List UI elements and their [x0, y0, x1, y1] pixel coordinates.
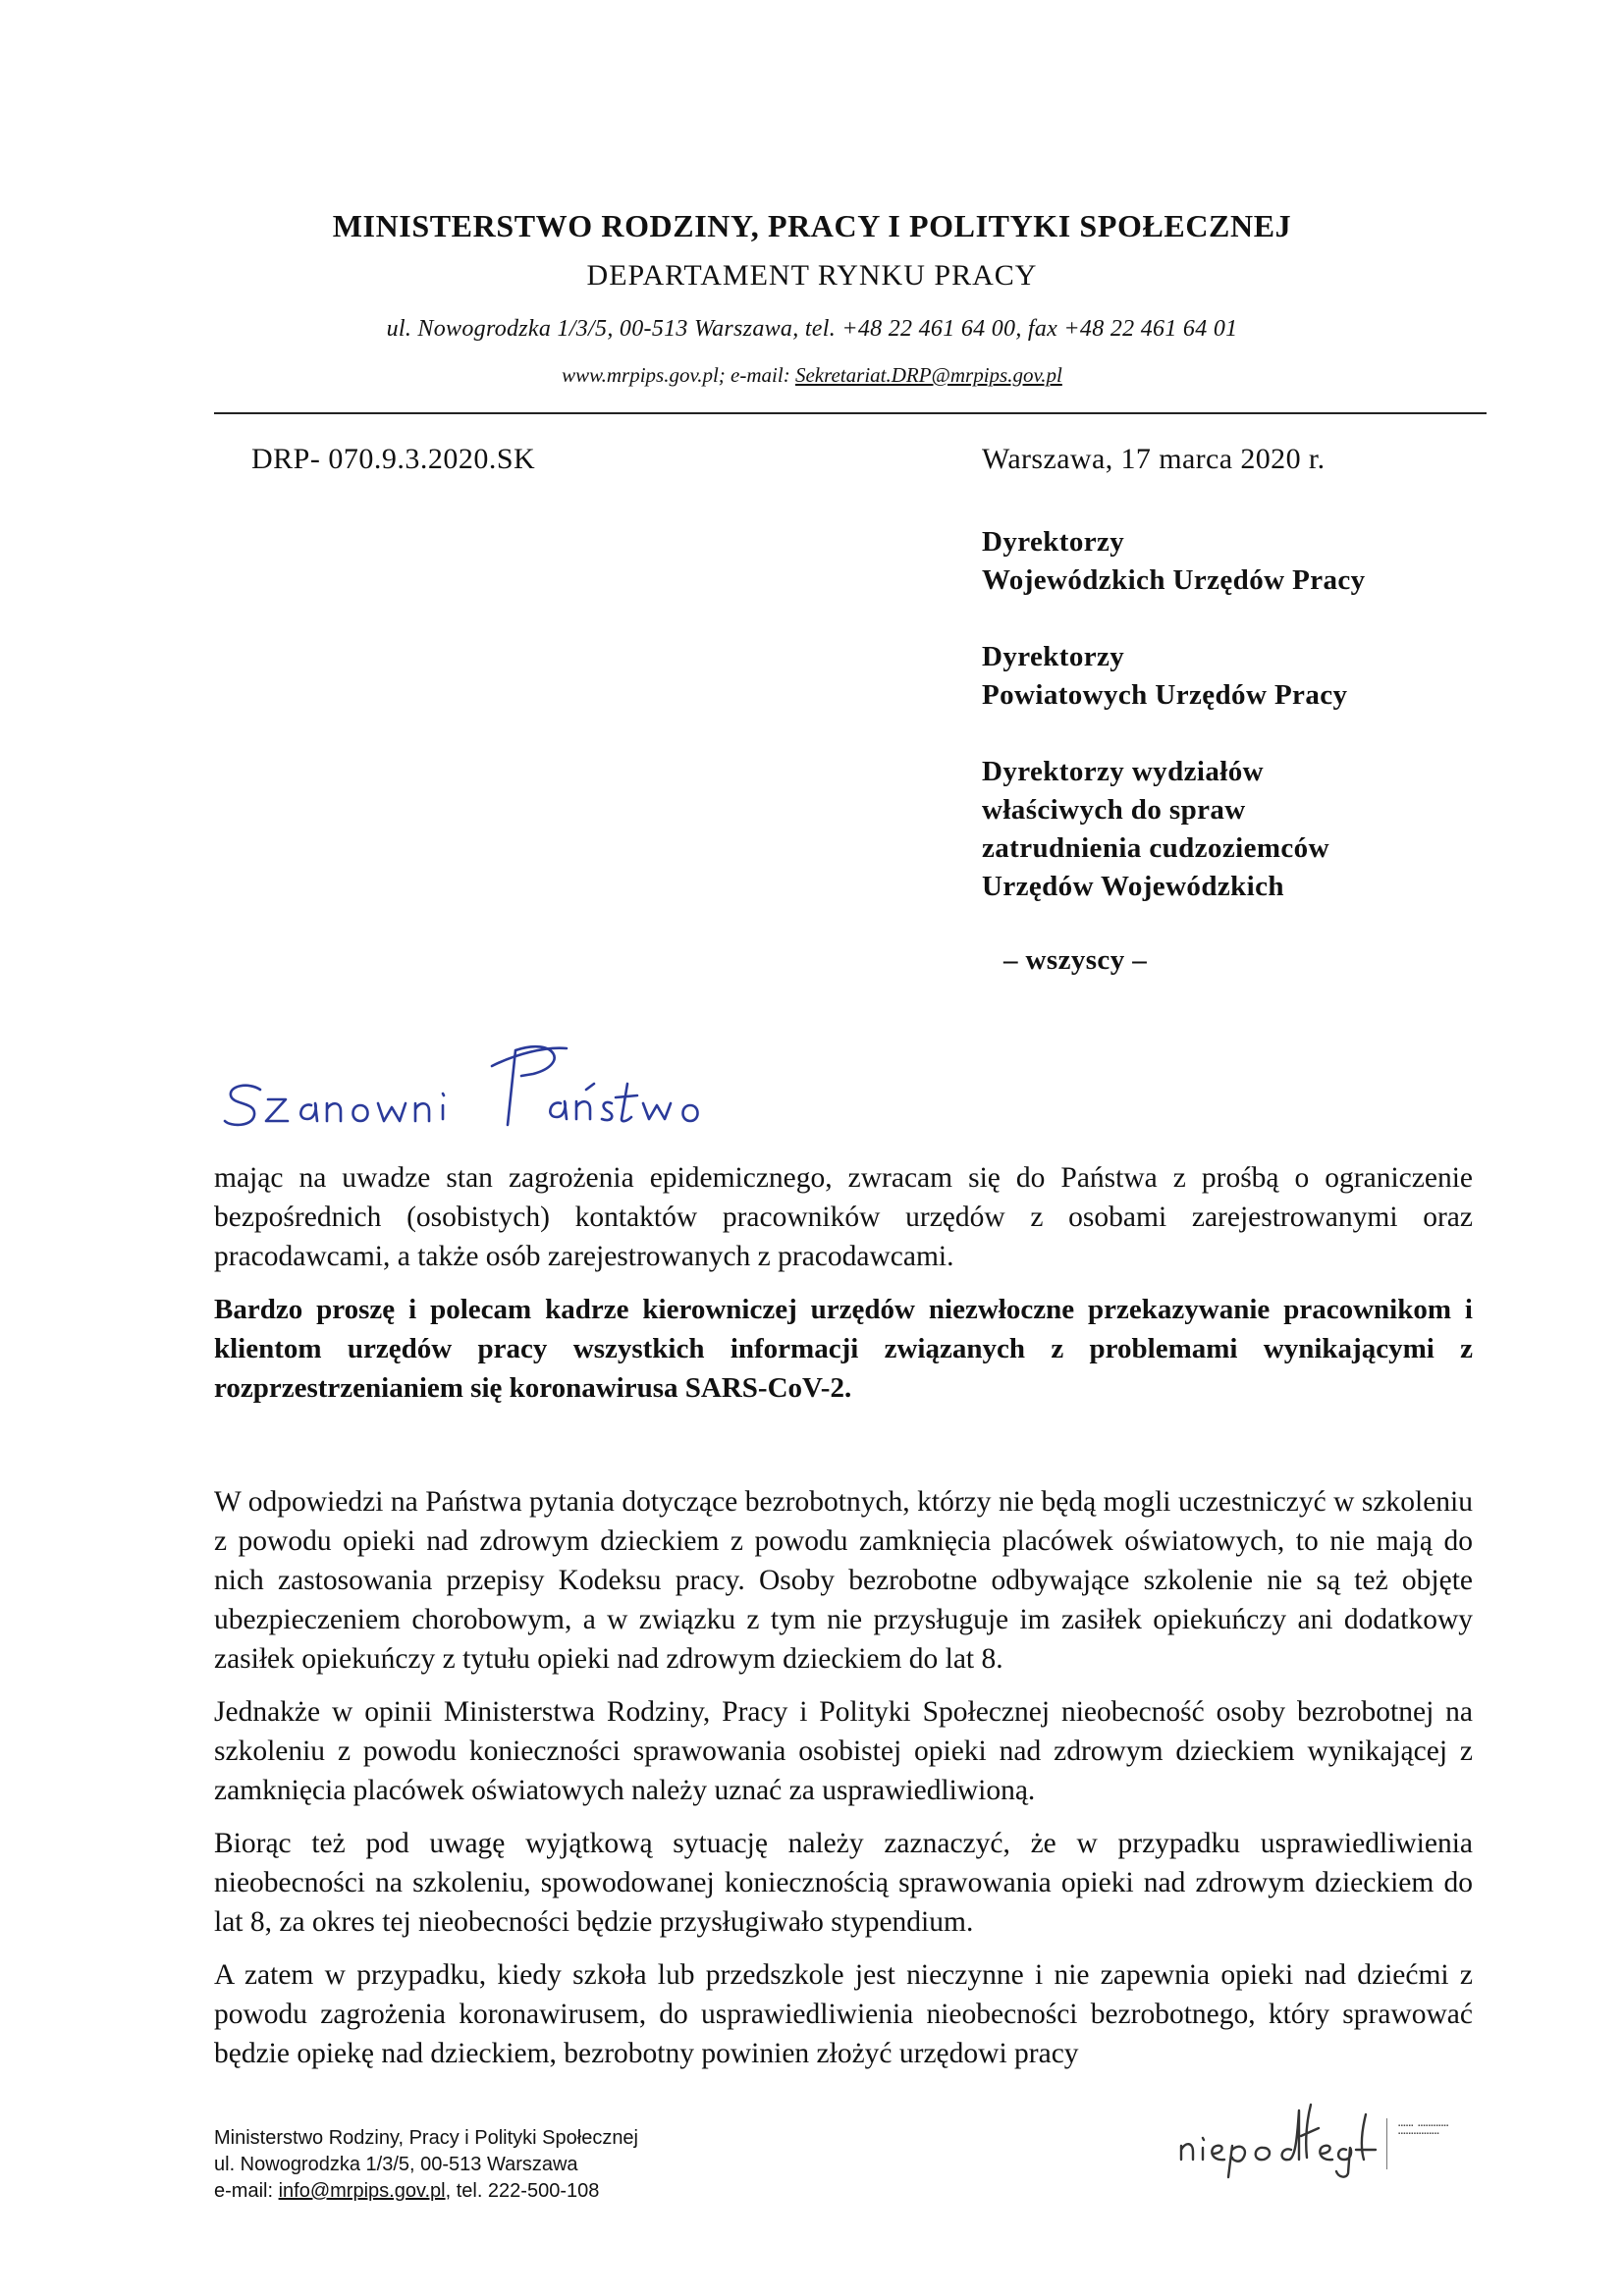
all-recipients-note: – wszyscy –	[1003, 944, 1148, 976]
email-link[interactable]: Sekretariat.DRP@mrpips.gov.pl	[794, 363, 1062, 387]
footer-contact	[214, 2125, 638, 2205]
header-divider	[214, 412, 1487, 414]
recipient-line: Urzędów Wojewódzkich	[982, 871, 1284, 902]
recipient-line: Wojewódzkich Urzędów Pracy	[982, 564, 1366, 596]
footer-email-label: e-mail:	[214, 2180, 279, 2202]
recipient-line: właściwych do spraw	[982, 794, 1246, 826]
recipient-group	[982, 523, 1532, 600]
footer-email-link[interactable]: info@mrpips.gov.pl	[278, 2180, 446, 2202]
reference-number: DRP- 070.9.3.2020.SK	[251, 443, 536, 475]
recipient-line: Dyrektorzy wydziałów	[982, 756, 1264, 787]
recipient-line: Powiatowych Urzędów Pracy	[982, 679, 1348, 711]
letter-body	[214, 1158, 1473, 2087]
recipients-block	[982, 523, 1532, 977]
handwritten-salutation	[221, 1031, 849, 1139]
address-line: ul. Nowogrodzka 1/3/5, 00-513 Warszawa, tel. +48 22 461 64 00, fax +48 22 461 64 01	[386, 316, 1238, 342]
centenary-badge-text: ▪▪▪▪▪▪ ▪▪▪▪▪▪▪▪▪▪▪▪ ▪▪▪▪▪▪▪▪▪▪▪▪▪▪▪▪	[1398, 2123, 1449, 2137]
footer-phone: , tel. 222-500-108	[445, 2180, 600, 2202]
footer-contact-line	[214, 2178, 638, 2205]
recipient-group	[982, 753, 1532, 906]
body-paragraph: W odpowiedzi na Państwa pytania dotyczące bezrobotnych, którzy nie będą mogli uczestniczyć w szkoleniu z powodu opieki nad zdrowym dzieckiem z powodu zamknięcia placówek oświatowych, to nie mają do nich zastosowania przepisy Kodeksu pracy. Osoby bezrobotne odbywające szkolenie nie są też objęte ubezpieczeniem chorobowym, a w związku z tym nie przysługuje im zasiłek opiekuńczy ani dodatkowy zasiłek opiekuńczy z tytułu opieki nad zdrowym dzieckiem do lat 8.	[214, 1486, 1473, 1675]
footer-address: ul. Nowogrodzka 1/3/5, 00-513 Warszawa	[214, 2154, 578, 2175]
footer-logo-divider	[1386, 2118, 1387, 2169]
body-paragraph: Jednakże w opinii Ministerstwa Rodziny, Pracy i Polityki Społecznej nieobecność osoby bezrobotnej na szkoleniu z powodu konieczności sprawowania osobistej opieki nad zdrowym dzieckiem wynikającej z zamknięcia placówek oświatowych należy uznać za usprawiedliwioną.	[214, 1696, 1473, 1806]
ministry-title: MINISTERSTWO RODZINY, PRACY I POLITYKI SPOŁECZNEJ	[332, 208, 1292, 243]
body-paragraph: Biorąc też pod uwagę wyjątkową sytuację należy zaznaczyć, że w przypadku usprawiedliwienia nieobecności na szkoleniu, spowodowanej koniecznością sprawowania opieki nad zdrowym dzieckiem do lat 8, za okres tej nieobecności będzie przysługiwało stypendium.	[214, 1828, 1473, 1938]
web-email-line	[0, 363, 1624, 388]
recipient-line: zatrudnienia cudzoziemców	[982, 832, 1329, 864]
body-paragraph-emphasis: Bardzo proszę i polecam kadrze kierowniczej urzędów niezwłoczne przekazywanie pracownikom i klientom urzędów pracy wszystkich informacji związanych z problemami wynikającymi z rozprzestrzenianiem się koronawirusa SARS-CoV-2.	[214, 1294, 1473, 1404]
footer-ministry: Ministerstwo Rodziny, Pracy i Polityki Społecznej	[214, 2127, 639, 2149]
recipient-line: Dyrektorzy	[982, 526, 1125, 558]
recipient-line: Dyrektorzy	[982, 641, 1125, 672]
date-line: Warszawa, 17 marca 2020 r.	[982, 443, 1326, 475]
niepodlegla-logo	[1173, 2081, 1380, 2179]
website-label: www.mrpips.gov.pl; e-mail:	[562, 363, 795, 387]
department-name: DEPARTAMENT RYNKU PRACY	[586, 259, 1038, 292]
recipient-group	[982, 638, 1532, 715]
body-paragraph: mając na uwadze stan zagrożenia epidemicznego, zwracam się do Państwa z prośbą o ograniczenie bezpośrednich (osobistych) kontaktów pracowników urzędów z osobami zarejestrowanymi oraz pracodawcami, a także osób zarejestrowanych z pracodawcami.	[214, 1162, 1473, 1272]
body-paragraph: A zatem w przypadku, kiedy szkoła lub przedszkole jest nieczynne i nie zapewnia opieki nad dziećmi z powodu zagrożenia koronawirusem, do usprawiedliwienia nieobecności bezrobotnego, który sprawować będzie opiekę nad dzieckiem, bezrobotny powinien złożyć urzędowi pracy	[214, 1959, 1473, 2069]
